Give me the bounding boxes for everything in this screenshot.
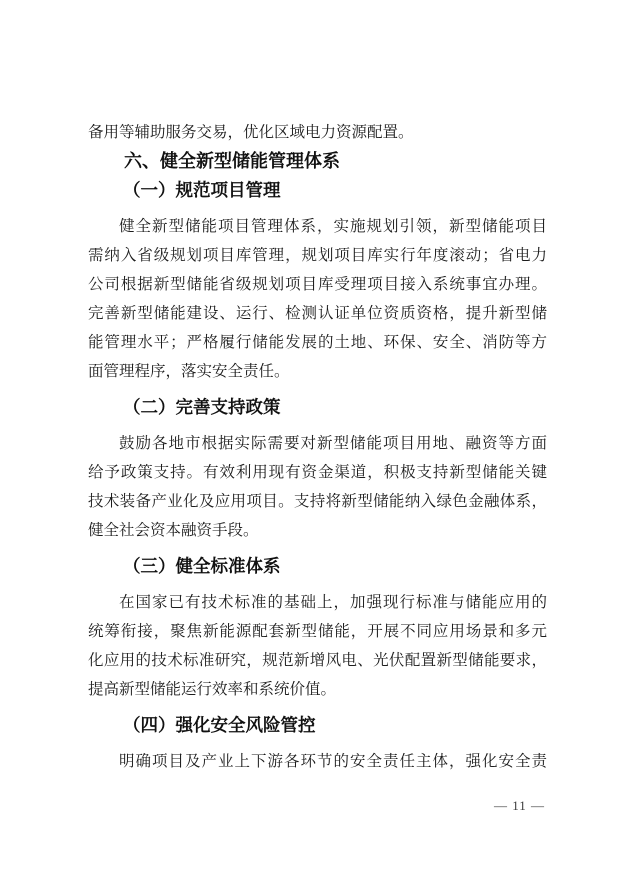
paragraph-line: 健全社会资本融资手段。 [88,522,259,539]
body-continuation-line: 备用等辅助服务交易，优化区域电力资源配置。 [88,124,414,141]
section-heading: 六、健全新型储能管理体系 [124,151,340,171]
paragraph-line: 提高新型储能运行效率和系统价值。 [88,681,337,698]
paragraph-line: 给予政策支持。有效利用现有资金渠道，积极支持新型储能关键 [88,464,547,481]
paragraph-line: 健全新型储能项目管理体系，实施规划引领，新型储能项目 [119,218,547,235]
paragraph-line: 需纳入省级规划项目库管理，规划项目库实行年度滚动；省电力 [88,247,547,264]
subsection-heading-3: （三）健全标准体系 [123,556,281,576]
paragraph-line: 明确项目及产业上下游各环节的安全责任主体，强化安全责 [119,753,547,770]
paragraph-line: 完善新型储能建设、运行、检测认证单位资质资格，提升新型储 [88,305,547,322]
paragraph-line: 公司根据新型储能省级规划项目库受理项目接入系统事宜办理。 [88,276,547,293]
paragraph-line: 技术装备产业化及应用项目。支持将新型储能纳入绿色金融体系， [88,493,547,510]
paragraph-line: 统筹衔接，聚焦新能源配套新型储能，开展不同应用场景和多元 [88,623,547,640]
subsection-heading-2: （二）完善支持政策 [123,397,281,417]
page-number: — 11 — [493,798,545,813]
paragraph-line: 化应用的技术标准研究，规范新增风电、光伏配置新型储能要求， [88,652,547,669]
paragraph-line: 鼓励各地市根据实际需要对新型储能项目用地、融资等方面 [119,435,547,452]
subsection-heading-4: （四）强化安全风险管控 [123,715,316,735]
document-body [88,118,547,776]
paragraph-line: 在国家已有技术标准的基础上，加强现行标准与储能应用的 [119,594,547,611]
paragraph-line: 面管理程序，落实安全责任。 [88,363,290,380]
paragraph-line: 能管理水平；严格履行储能发展的土地、环保、安全、消防等方 [88,334,547,351]
subsection-heading-1: （一）规范项目管理 [123,180,281,200]
